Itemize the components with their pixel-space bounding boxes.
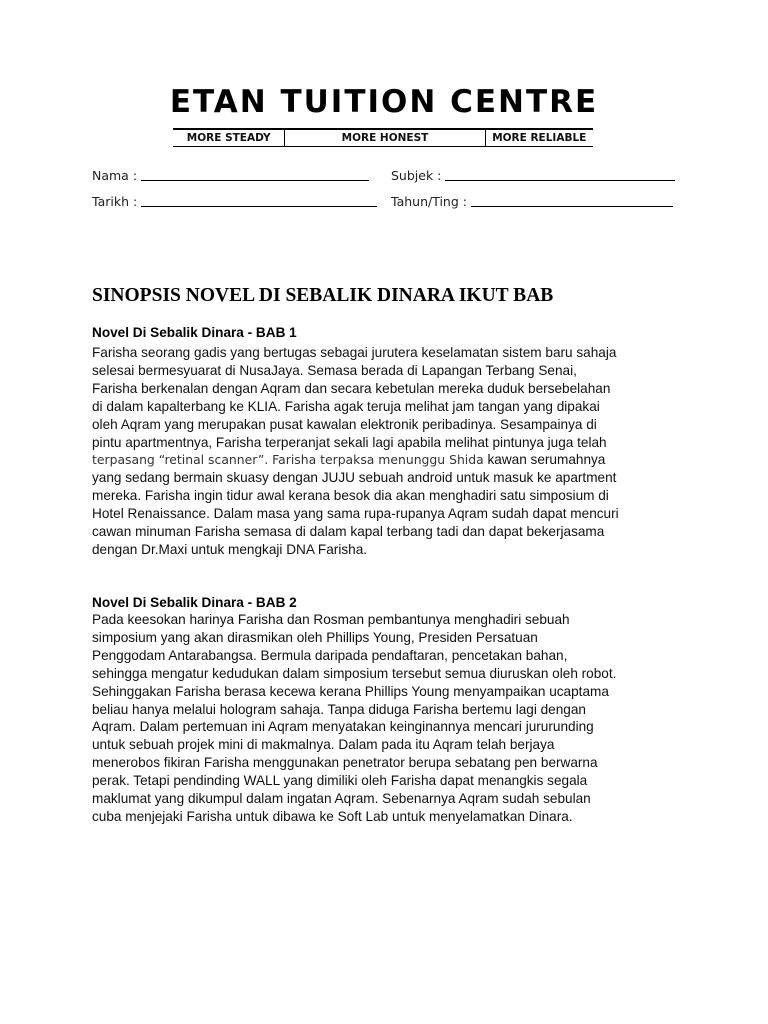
centre-title: ETAN TUITION CENTRE (169, 84, 599, 120)
nama-field (92, 168, 369, 183)
paragraph-line: menerobos fikiran Farisha menggunakan penetrator berupa sebatang pen berwarna (92, 755, 598, 771)
paragraph-line: Penggodam Antarabangsa. Bermula daripada pendaftaran, pencetakan bahan, (92, 647, 568, 663)
paragraph-line: Hotel Renaissance. Dalam masa yang sama rupa-rupanya Aqram sudah dapat mencuri (92, 506, 619, 522)
paragraph-line: untuk sebuah projek mini di makmalnya. Dalam pada itu Aqram telah berjaya (92, 737, 555, 753)
paragraph-line: selesai bermesyuarat di NusaJaya. Semasa berada di Lapangan Terbang Senai, (92, 362, 577, 378)
tagline-steady: MORE STEADY (173, 130, 285, 146)
bab-2-title: Novel Di Sebalik Dinara - BAB 2 (92, 595, 297, 610)
subjek-blank-line (445, 179, 675, 181)
paragraph-line-fragment: kawan serumahnya (483, 452, 606, 468)
tahun-ting-field (391, 194, 673, 209)
paragraph-line: sehingga mengatur kedudukan dalam simposium tersebut semua diuruskan oleh robot. (92, 665, 617, 681)
paragraph-line: perak. Tetapi pendinding WALL yang dimiliki oleh Farisha dapat menangkis segala (92, 773, 588, 789)
paragraph-line: dengan Dr.Maxi untuk mengkaji DNA Farisha. (92, 541, 368, 557)
paragraph-line: cawan minuman Farisha semasa di dalam kapal terbang tadi dan dapat bekerjasama (92, 524, 605, 540)
paragraph-line: Sehinggakan Farisha berasa kecewa kerana Phillips Young menyampaikan ucaptama (92, 683, 609, 699)
paragraph-line: cuba menjejaki Farisha untuk dibawa ke Soft Lab untuk menyelamatkan Dinara. (92, 808, 573, 824)
paragraph-line: yang sedang bermain skuasy dengan JUJU sebuah android untuk masuk ke apartment (92, 470, 617, 486)
paragraph-line: Aqram. Dalam pertemuan ini Aqram menyatakan keinginannya mencari jururunding (92, 719, 594, 735)
paragraph-line-mixed (92, 451, 692, 469)
paragraph-line: mereka. Farisha ingin tidur awal kerana besok dia akan menghadiri satu simposium di (92, 488, 609, 504)
document-heading: SINOPSIS NOVEL DI SEBALIK DINARA IKUT BAB (92, 285, 554, 306)
tahun-ting-blank-line (471, 205, 673, 207)
paragraph-line: Pada keesokan harinya Farisha dan Rosman pembantunya menghadiri sebuah (92, 612, 570, 627)
tagline-reliable: MORE RELIABLE (492, 132, 587, 144)
bab-1-paragraph (92, 344, 692, 559)
paragraph-line: simposium yang akan dirasmikan oleh Phillips Young, Presiden Persatuan (92, 629, 538, 645)
subjek-field (391, 168, 675, 183)
paragraph-line: pintu apartmentnya, Farisha terperanjat sekali lagi apabila melihat pintunya juga telah (92, 434, 607, 450)
tagline-bar (173, 128, 593, 147)
tarikh-blank-line (141, 205, 377, 207)
tahun-ting-label: Tahun/Ting : (391, 194, 467, 209)
paragraph-line: Farisha berkenalan dengan Aqram dan secara kebetulan mereka duduk bersebelahan (92, 380, 611, 396)
paragraph-line: beliau hanya melalui hologram sahaja. Tanpa diduga Farisha bertemu lagi dengan (92, 701, 586, 717)
bab-2-paragraph (92, 611, 692, 826)
tarikh-label: Tarikh : (92, 194, 138, 209)
paragraph-line: maklumat yang dikumpul dalam ingatan Aqram. Sebenarnya Aqram sudah sebulan (92, 791, 591, 807)
paragraph-line: di dalam kapalterbang ke KLIA. Farisha agak teruja melihat jam tangan yang dipakai (92, 398, 600, 414)
tagline-honest: MORE HONEST (285, 130, 485, 146)
nama-label: Nama : (92, 168, 138, 183)
subjek-label: Subjek : (391, 168, 442, 183)
paragraph-line-fragment: terpasang “retinal scanner”. Farisha terpaksa menunggu Shida (92, 452, 484, 468)
bab-1-title: Novel Di Sebalik Dinara - BAB 1 (92, 325, 297, 340)
tarikh-field (92, 194, 377, 209)
nama-blank-line (141, 179, 369, 181)
paragraph-line: oleh Aqram yang merupakan pusat kawalan elektronik peribadinya. Sesampainya di (92, 416, 597, 432)
paragraph-line: Farisha seorang gadis yang bertugas sebagai jurutera keselamatan sistem baru sahaja (92, 345, 617, 360)
